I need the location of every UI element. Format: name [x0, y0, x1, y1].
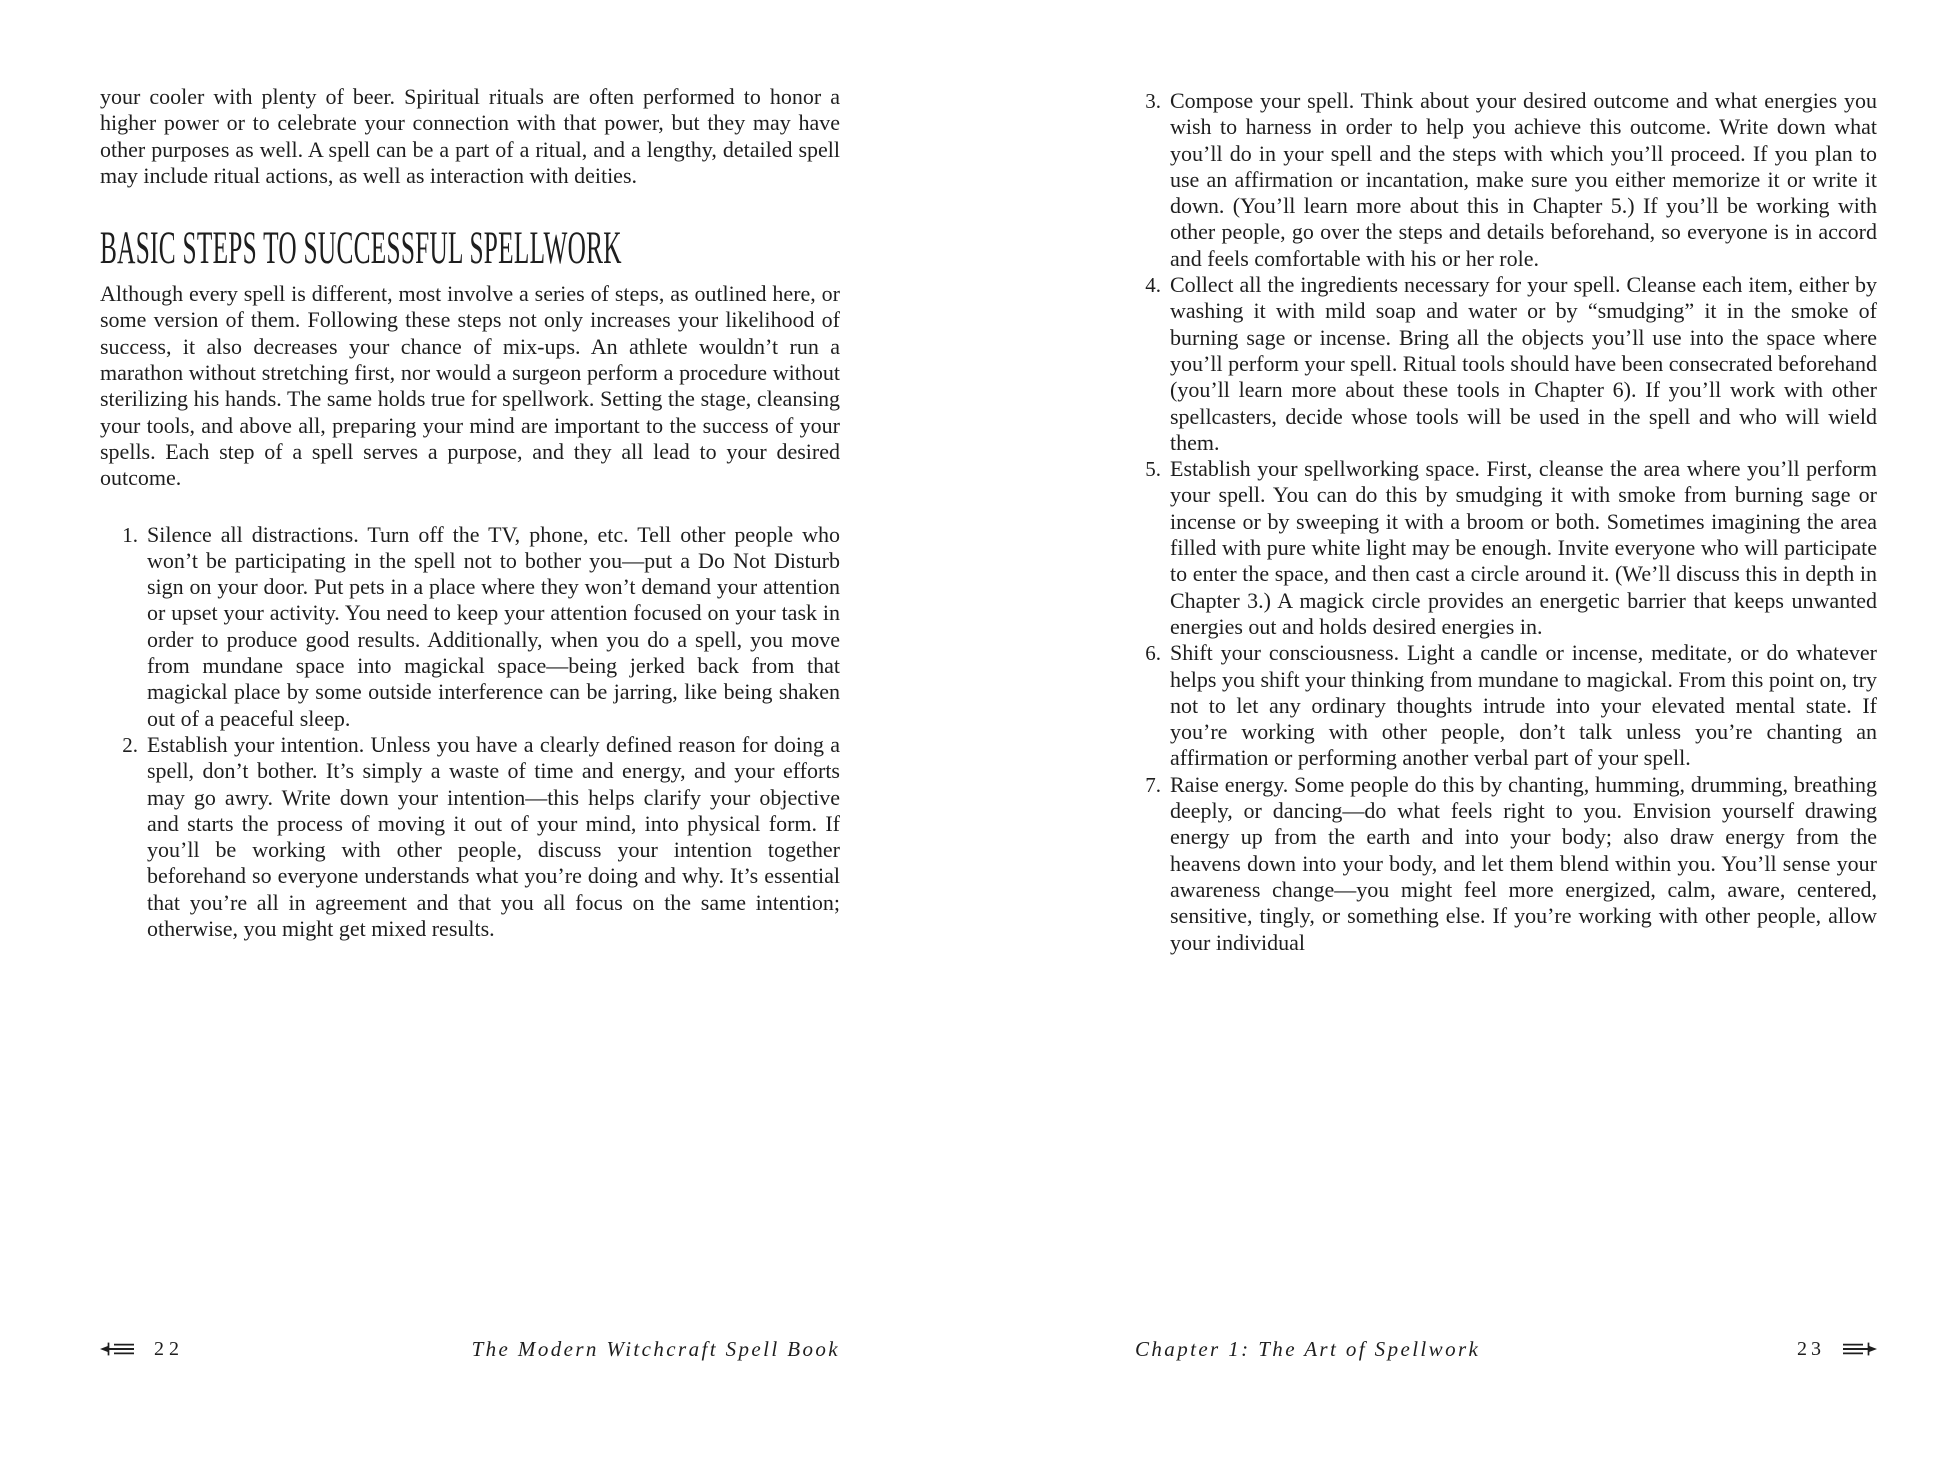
footer-left [100, 1336, 840, 1362]
arrow-fletching-left-icon [100, 1339, 136, 1359]
list-item-number: 2. [122, 732, 138, 757]
list-item [112, 522, 840, 732]
list-item [1135, 88, 1877, 272]
page-left [100, 84, 840, 942]
intro-paragraph: your cooler with plenty of beer. Spiritual rituals are often performed to honor a higher power or to celebrate your connection with that power, but they may have other purposes as well. A spell can be a part of a ritual, and a lengthy, detailed spell may include ritual actions, as well as interaction with deities. [100, 84, 840, 188]
list-item-text: Establish your spellworking space. First, cleanse the area where you’ll perform your spell. You can do this by smudging it with smoke from burning sage or incense or by sweeping it with a broom or both. Sometimes imagining the area filled with pure white light may be enough. Invite everyone who will participate to enter the space, and then cast a circle around it. (We’ll discuss this in depth in Chapter 3.) A magick circle provides an energetic barrier that keeps unwanted energies out and holds desired energies in. [1170, 456, 1877, 639]
list-item-text: Silence all distractions. Turn off the TV, phone, etc. Tell other people who won’t be participating in the spell not to bother you—put a Do Not Disturb sign on your door. Put pets in a place where they won’t demand your attention or upset your activity. You need to keep your attention focused on your task in order to produce good results. Additionally, when you do a spell, you move from mundane space into magickal space—being jerked back from that magickal place by some outside interference can be jarring, like being shaken out of a peaceful sleep. [147, 521, 840, 731]
list-item-text: Collect all the ingredients necessary for your spell. Cleanse each item, either by washing it with mild soap and water or by “smudging” it in the smoke of burning sage or incense. Bring all the objects you’ll use into the space where you’ll perform your spell. Ritual tools should have been consecrated beforehand (you’ll learn more about these tools in Chapter 6). If you’ll work with other spellcasters, decide whose tools will be used in the spell and who will wield them. [1170, 272, 1877, 455]
steps-list-left [100, 522, 840, 943]
section-heading-wrap [100, 221, 840, 274]
page-number: 22 [154, 1337, 184, 1360]
page-right [1135, 88, 1877, 956]
list-item-number: 4. [1145, 273, 1161, 298]
list-item-number: 7. [1145, 772, 1161, 797]
running-title-chapter: Chapter 1: The Art of Spellwork [1135, 1336, 1481, 1361]
running-title-book: The Modern Witchcraft Spell Book [471, 1336, 840, 1361]
list-item-text: Establish your intention. Unless you have a clearly defined reason for doing a spell, don’t bother. It’s simply a waste of time and energy, and your efforts may go awry. Write down your intention—this helps clarify your objective and starts the process of moving it out of your mind, into physical form. If you’ll be working with other people, discuss your intention together beforehand so everyone understands what you’re doing and why. It’s essential that you’re all in agreement and that you all focus on the same intention; otherwise, you might get mixed results. [147, 731, 840, 942]
footer-right [1135, 1336, 1877, 1362]
page-number: 23 [1797, 1337, 1825, 1360]
list-item-text: Compose your spell. Think about your desired outcome and what energies you wish to harness in order to help you achieve this outcome. Write down what you’ll do in your spell and the steps with which you’ll proceed. If you plan to use an affirmation or incantation, make sure you either memorize it or write it down. (You’ll learn more about this in Chapter 5.) If you’ll be working with other people, go over the steps and details beforehand, so everyone is in accord and feels comfortable with his or her role. [1170, 88, 1877, 271]
list-item [1135, 640, 1877, 771]
list-item-number: 3. [1145, 89, 1161, 113]
list-item [1135, 272, 1877, 456]
list-item-number: 5. [1145, 457, 1161, 482]
section-heading: BASIC STEPS TO SUCCESSFUL SPELLWORK [100, 221, 622, 274]
list-item [1135, 772, 1877, 956]
arrow-fletching-right-icon [1841, 1339, 1877, 1359]
list-item-number: 1. [122, 522, 138, 547]
list-item [112, 732, 840, 942]
list-item-number: 6. [1145, 641, 1161, 666]
steps-list-right [1135, 88, 1877, 956]
list-item [1135, 456, 1877, 640]
list-item-text: Raise energy. Some people do this by chanting, humming, drumming, breathing deeply, or dancing—do what feels right to you. Envision yourself drawing energy up from the earth and into your body; also draw energy from the heavens down into your body, and let them blend within you. You’ll sense your awareness change—you might feel more energized, calm, aware, centered, sensitive, tingly, or something else. If you’re working with other people, allow your individual [1170, 771, 1877, 955]
list-item-text: Shift your consciousness. Light a candle or incense, meditate, or do whatever helps you shift your thinking from mundane to magickal. From this point on, try not to let any ordinary thoughts intrude into your elevated mental state. If you’re working with other people, don’t talk unless you’re chanting an affirmation or performing another verbal part of your spell. [1170, 640, 1877, 771]
section-paragraph: Although every spell is different, most involve a series of steps, as outlined here, or some version of them. Following these steps not only increases your likelihood of success, it also decreases your chance of mix-ups. An athlete wouldn’t run a marathon without stretching first, nor would a surgeon perform a procedure without sterilizing his hands. The same holds true for spellwork. Setting the stage, cleansing your tools, and above all, preparing your mind are important to the success of your spells. Each step of a spell serves a purpose, and they all lead to your desired outcome. [100, 281, 840, 491]
